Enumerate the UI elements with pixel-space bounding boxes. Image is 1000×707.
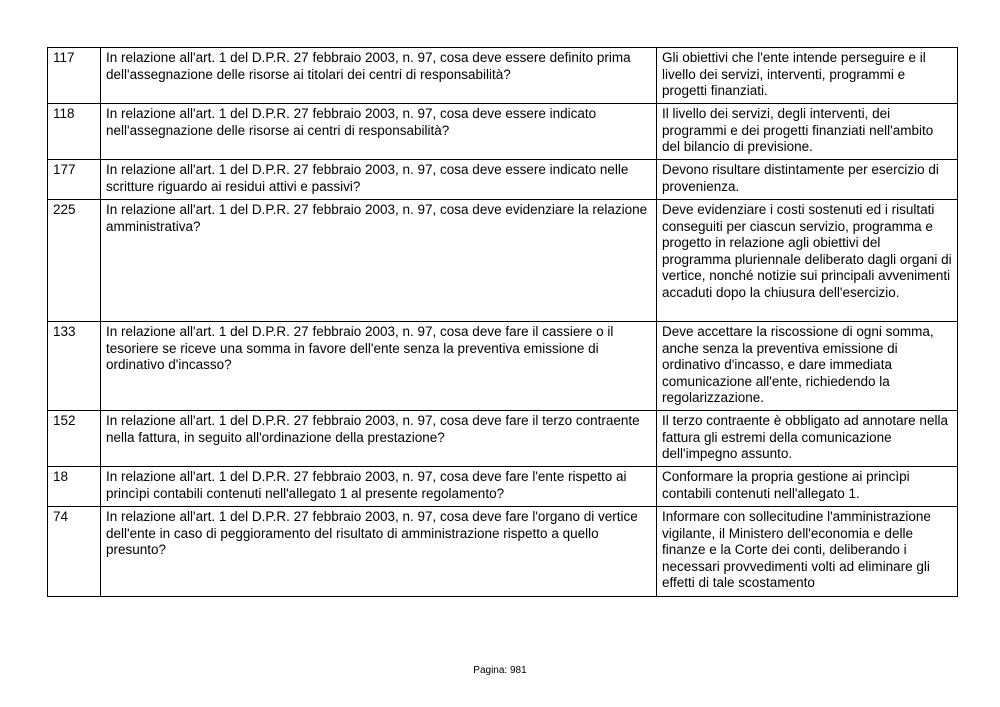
question-answer-table <box>47 47 958 597</box>
table-row <box>48 104 958 160</box>
question-text: In relazione all'art. 1 del D.P.R. 27 febbraio 2003, n. 97, cosa deve essere indicato nelle scritture riguardo ai residui attivi e passivi? <box>101 160 657 200</box>
page-number: Pagina: 981 <box>473 665 527 676</box>
answer-text: Deve evidenziare i costi sostenuti ed i risultati conseguiti per ciascun servizio, programma e progetto in relazione agli obiettivi del programma pluriennale deliberato dagli organi di vertice, nonché notizie sui principali avvenimenti accaduti dopo la chiusura dell'esercizio. <box>657 200 958 322</box>
table-row <box>48 200 958 322</box>
answer-text: Deve accettare la riscossione di ogni somma, anche senza la preventiva emissione di ordinativo d'incasso, e dare immediata comunicazione all'ente, richiedendo la regolarizzazione. <box>657 322 958 411</box>
table-row <box>48 160 958 200</box>
question-text: In relazione all'art. 1 del D.P.R. 27 febbraio 2003, n. 97, cosa deve fare il cassiere o il tesoriere se riceve una somma in favore dell'ente senza la preventiva emissione di ordinativo d'incasso? <box>101 322 657 411</box>
question-id: 118 <box>48 104 101 160</box>
question-text: In relazione all'art. 1 del D.P.R. 27 febbraio 2003, n. 97, cosa deve fare l'organo di vertice dell'ente in caso di peggioramento del risultato di amministrazione rispetto a quello presunto? <box>101 507 657 597</box>
answer-text: Gli obiettivi che l'ente intende perseguire e il livello dei servizi, interventi, programmi e progetti finanziati. <box>657 48 958 104</box>
question-text: In relazione all'art. 1 del D.P.R. 27 febbraio 2003, n. 97, cosa deve fare il terzo contraente nella fattura, in seguito all'ordinazione della prestazione? <box>101 411 657 467</box>
question-id: 133 <box>48 322 101 411</box>
question-id: 225 <box>48 200 101 322</box>
answer-text: Informare con sollecitudine l'amministrazione vigilante, il Ministero dell'economia e delle finanze e la Corte dei conti, deliberando i necessari provvedimenti volti ad eliminare gli effetti di tale scostamento <box>657 507 958 597</box>
answer-text: Il terzo contraente è obbligato ad annotare nella fattura gli estremi della comunicazione dell'impegno assunto. <box>657 411 958 467</box>
table-row <box>48 322 958 411</box>
answer-text: Il livello dei servizi, degli interventi, dei programmi e dei progetti finanziati nell'ambito del bilancio di previsione. <box>657 104 958 160</box>
question-id: 117 <box>48 48 101 104</box>
question-text: In relazione all'art. 1 del D.P.R. 27 febbraio 2003, n. 97, cosa deve essere indicato nell'assegnazione delle risorse ai centri di responsabilità? <box>101 104 657 160</box>
question-text: In relazione all'art. 1 del D.P.R. 27 febbraio 2003, n. 97, cosa deve essere definito prima dell'assegnazione delle risorse ai titolari dei centri di responsabilità? <box>101 48 657 104</box>
question-id: 152 <box>48 411 101 467</box>
question-id: 18 <box>48 467 101 507</box>
question-text: In relazione all'art. 1 del D.P.R. 27 febbraio 2003, n. 97, cosa deve evidenziare la relazione amministrativa? <box>101 200 657 322</box>
table-row <box>48 48 958 104</box>
table-row <box>48 411 958 467</box>
answer-text: Devono risultare distintamente per esercizio di provenienza. <box>657 160 958 200</box>
answer-text: Conformare la propria gestione ai princìpi contabili contenuti nell'allegato 1. <box>657 467 958 507</box>
question-id: 177 <box>48 160 101 200</box>
table-row <box>48 467 958 507</box>
question-text: In relazione all'art. 1 del D.P.R. 27 febbraio 2003, n. 97, cosa deve fare l'ente rispetto ai princìpi contabili contenuti nell'allegato 1 al presente regolamento? <box>101 467 657 507</box>
table-row <box>48 507 958 597</box>
question-id: 74 <box>48 507 101 597</box>
